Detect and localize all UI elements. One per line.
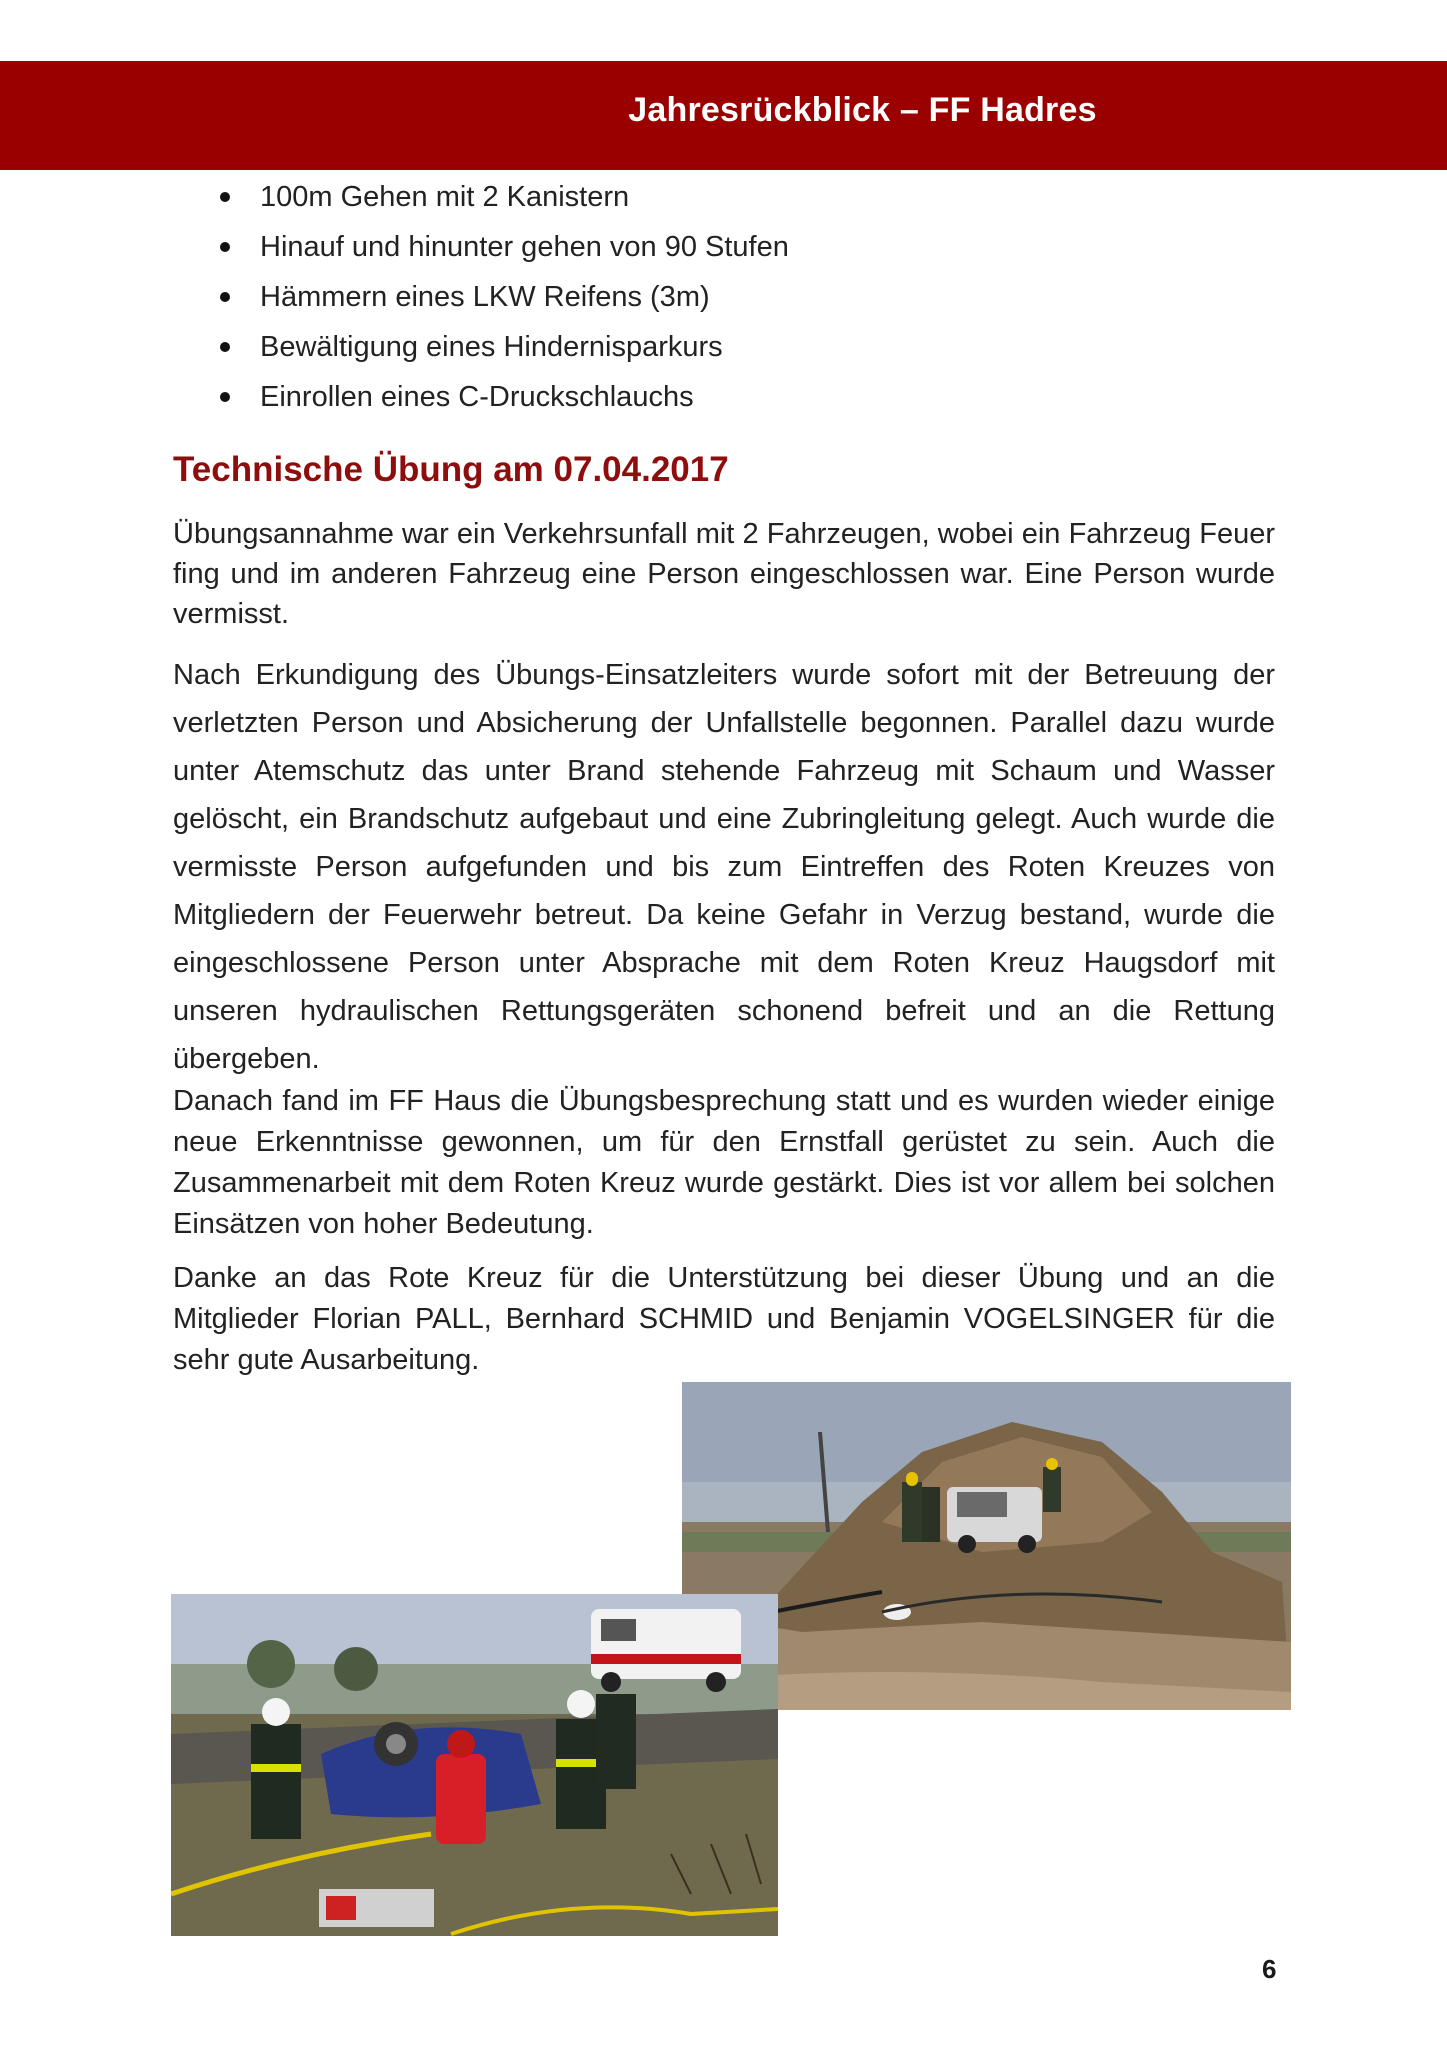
list-item-text: Hinauf und hinunter gehen von 90 Stufen bbox=[260, 231, 789, 263]
page-header-bar bbox=[0, 61, 1447, 170]
list-item bbox=[220, 222, 1220, 272]
page-number: 6 bbox=[1262, 1954, 1277, 1984]
list-item bbox=[220, 322, 1220, 372]
list-item-text: 100m Gehen mit 2 Kanistern bbox=[260, 181, 630, 213]
header-title: Jahresrückblick – FF Hadres bbox=[628, 91, 1097, 129]
bullet-icon bbox=[220, 192, 230, 202]
paragraph-debrief: Danach fand im FF Haus die Übungsbesprechung statt und es wurden wieder einige neue Erkenntnisse gewonnen, um für den Ernstfall gerüstet zu sein. Auch die Zusammenarbeit mit dem Roten Kreuz wurde gestärkt. Dies ist vor allem bei solchen Einsätzen von hoher Bedeutung. bbox=[173, 1085, 1275, 1240]
list-item bbox=[220, 372, 1220, 422]
overturned-car-rescue-photo bbox=[171, 1594, 778, 1936]
paragraph-thanks: Danke an das Rote Kreuz für die Unterstützung bei dieser Übung und an die Mitglieder Florian PALL, Bernhard SCHMID und Benjamin VOGELSINGER für die sehr gute Ausarbeitung. bbox=[173, 1262, 1275, 1376]
list-item bbox=[220, 172, 1220, 222]
list-item-text: Bewältigung eines Hindernisparkurs bbox=[260, 331, 723, 363]
bullet-list bbox=[220, 172, 1220, 422]
paragraph-scenario: Übungsannahme war ein Verkehrsunfall mit 2 Fahrzeugen, wobei ein Fahrzeug Feuer fing und im anderen Fahrzeug eine Person eingeschlossen war. Eine Person wurde vermisst. bbox=[173, 518, 1275, 630]
bullet-icon bbox=[220, 242, 230, 252]
section-heading: Technische Übung am 07.04.2017 bbox=[173, 450, 729, 489]
bullet-icon bbox=[220, 392, 230, 402]
list-item bbox=[220, 272, 1220, 322]
list-item-text: Einrollen eines C-Druckschlauchs bbox=[260, 381, 694, 413]
list-item-text: Hämmern eines LKW Reifens (3m) bbox=[260, 281, 710, 313]
bullet-icon bbox=[220, 292, 230, 302]
bullet-icon bbox=[220, 342, 230, 352]
paragraph-procedure: Nach Erkundigung des Übungs-Einsatzleiters wurde sofort mit der Betreuung der verletzten Person und Absicherung der Unfallstelle begonnen. Parallel dazu wurde unter Atemschutz das unter Brand stehende Fahrzeug mit Schaum und Wasser gelöscht, ein Brandschutz aufgebaut und eine Zubringleitung gelegt. Auch wurde die vermisste Person aufgefunden und bis zum Eintreffen des Roten Kreuzes von Mitgliedern der Feuerwehr betreut. Da keine Gefahr in Verzug bestand, wurde die eingeschlossene Person unter Absprache mit dem Roten Kreuz Haugsdorf mit unseren hydraulischen Rettungsgeräten schonend befreit und an die Rettung übergeben. bbox=[173, 659, 1275, 1075]
